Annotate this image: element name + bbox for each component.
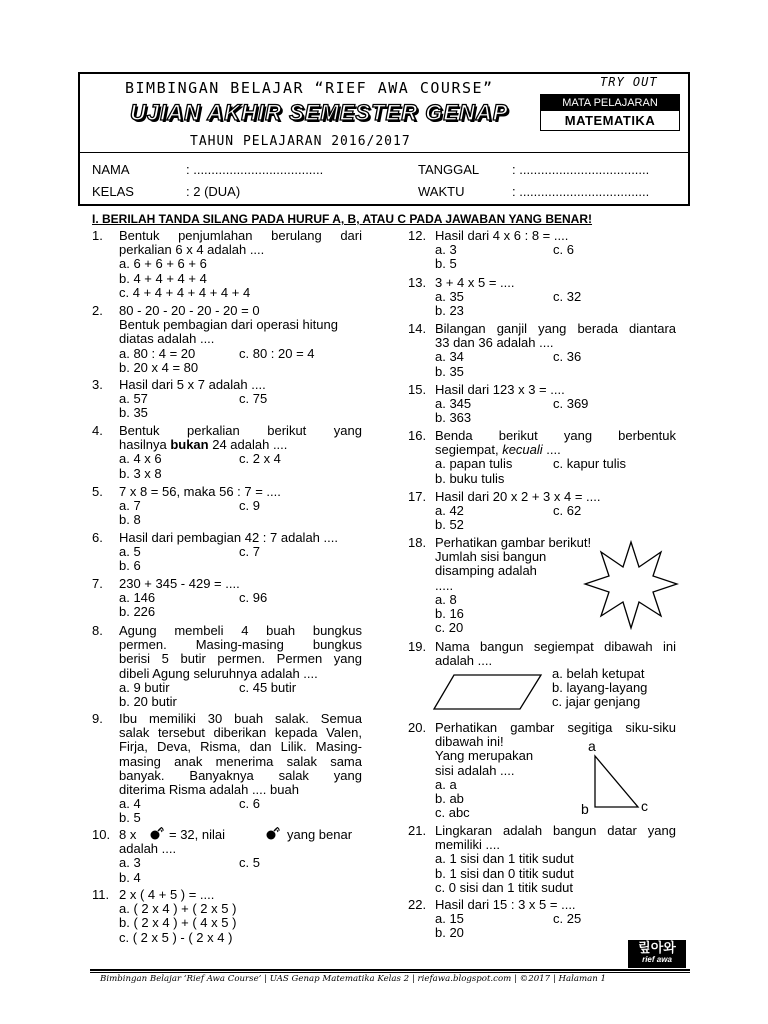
page-footer: Bimbingan Belajar ‘Rief Awa Course’ | UAS Genap Matematika Kelas 2 | riefawa.blogspot.com | ©2017 | Halaman 1 [100, 974, 606, 984]
question-text: dibawah ini! [435, 734, 504, 750]
question-text: diatas adalah .... [119, 331, 215, 347]
question-text: 3 + 4 x 5 = .... [435, 275, 515, 290]
question-number: 19. [408, 639, 427, 654]
question-1 [92, 229, 362, 301]
waktu-label: WAKTU [418, 184, 465, 199]
question-5 [92, 485, 362, 529]
question-text: Ibu memiliki 30 buah salak. Semua [119, 711, 362, 726]
option-b[interactable]: b. 35 [119, 405, 148, 421]
option-c[interactable]: c. ( 2 x 5 ) - ( 2 x 4 ) [119, 929, 233, 945]
kelas-value: : 2 (DUA) [186, 184, 241, 199]
exam-header [78, 72, 690, 206]
section-instruction: I. BERILAH TANDA SILANG PADA HURUF A, B, ATAU C PADA JAWABAN YANG BENAR! [92, 212, 593, 226]
question-19 [408, 640, 676, 668]
option-a[interactable]: a. 15 [435, 911, 464, 927]
question-text: salak tersebut diberikan kepada Valen, [119, 725, 362, 741]
question-text: Bentuk penjumlahan berulang dari [119, 228, 362, 243]
question-text: diterima Risma adalah .... buah [119, 782, 299, 798]
option-b[interactable]: b. 363 [435, 410, 472, 426]
question-number: 16. [408, 428, 427, 443]
vertex-label-a: a [588, 738, 596, 754]
parallelogram-figure [432, 672, 544, 712]
option-c[interactable]: c. 4 + 4 + 4 + 4 + 4 + 4 [119, 284, 251, 300]
option-a[interactable]: a. 3 [435, 242, 457, 258]
option-b[interactable]: b. buku tulis [435, 470, 505, 486]
question-number: 11. [92, 887, 110, 902]
option-b[interactable]: b. 52 [435, 517, 464, 533]
option-a[interactable]: a. 6 + 6 + 6 + 6 [119, 256, 207, 272]
option-b[interactable]: b. 6 [119, 558, 141, 574]
question-text: Yang merupakan [435, 748, 534, 764]
option-c[interactable]: c. 6 [239, 796, 260, 812]
bomb-icon [149, 827, 165, 841]
question-text: 80 - 20 - 20 - 20 - 20 = 0 [119, 303, 260, 318]
option-b[interactable]: b. 1 sisi dan 0 titik sudut [435, 865, 574, 881]
question-17 [408, 490, 676, 534]
subject-label: MATA PELAJARAN [541, 95, 679, 111]
waktu-field[interactable]: : .................................... [512, 184, 650, 199]
option-a[interactable]: a. 42 [435, 503, 464, 519]
option-a[interactable]: a. 1 sisi dan 1 titik sudut [435, 851, 574, 867]
subject-box [540, 94, 680, 131]
option-a[interactable]: a. a [435, 776, 457, 792]
question-text: 8 x = 32, nilai yang benar [119, 827, 353, 842]
option-c[interactable]: c. 0 sisi dan 1 titik sudut [435, 879, 574, 895]
option-b[interactable]: b. 23 [435, 303, 464, 319]
question-text: Bentuk pembagian dari operasi hitung [119, 317, 338, 333]
option-b[interactable]: b. 20 [435, 925, 464, 941]
option-a[interactable]: a. 4 x 6 [119, 451, 162, 467]
question-number: 7. [92, 576, 103, 591]
question-text: adalah .... [119, 841, 177, 857]
option-c[interactable]: c. 75 [239, 391, 268, 407]
option-a[interactable]: a. 57 [119, 391, 148, 407]
question-text: Jumlah sisi bangun [435, 549, 547, 565]
eight-point-star-figure [583, 540, 679, 630]
option-c[interactable]: c. 45 butir [239, 679, 297, 695]
option-a[interactable]: a. 80 : 4 = 20 [119, 345, 196, 361]
option-a[interactable]: a. 35 [435, 289, 464, 305]
vertex-label-b: b [581, 801, 589, 817]
question-text: Benda berikut yang berbentuk [435, 428, 676, 443]
course-title: BIMBINGAN BELAJAR “RIEF AWA COURSE” [125, 79, 494, 97]
question-number: 9. [92, 711, 103, 726]
question-12 [408, 229, 676, 273]
question-number: 8. [92, 623, 103, 638]
question-15 [408, 383, 676, 427]
option-b[interactable]: b. 4 + 4 + 4 + 4 [119, 270, 207, 286]
option-a[interactable]: a. 7 [119, 498, 141, 514]
question-19-options [552, 667, 682, 711]
bomb-icon [265, 827, 281, 841]
question-text: Hasil dari 20 x 2 + 3 x 4 = .... [435, 489, 601, 504]
question-number: 6. [92, 530, 103, 545]
nama-field[interactable]: : .................................... [186, 162, 324, 177]
try-out-label: TRY OUT [600, 75, 658, 89]
question-text: dibeli Agung seluruhnya adalah .... [119, 665, 318, 681]
option-b[interactable]: b. 226 [119, 604, 156, 620]
question-text: Firja, Deva, Risma, dan Lilik. Masing- [119, 739, 362, 755]
option-c[interactable]: c. 32 [553, 289, 582, 305]
question-text: Hasil dari pembagian 42 : 7 adalah .... [119, 530, 338, 545]
right-triangle-figure [592, 754, 640, 810]
question-number: 12. [408, 228, 427, 243]
option-b[interactable]: b. 8 [119, 512, 141, 528]
rief-awa-logo [628, 940, 686, 968]
option-c[interactable]: c. 80 : 20 = 4 [239, 345, 315, 361]
question-text: Hasil dari 5 x 7 adalah .... [119, 377, 266, 392]
option-b[interactable]: b. 5 [435, 256, 457, 272]
footer-rule-thin [90, 972, 690, 973]
question-number: 2. [92, 303, 103, 318]
option-b[interactable]: b. 20 butir [119, 694, 177, 709]
option-c[interactable]: c. 96 [239, 590, 268, 606]
question-text: Nama bangun segiempat dibawah ini [435, 639, 676, 654]
question-text: 33 dan 36 adalah .... [435, 335, 554, 351]
question-number: 10. [92, 827, 111, 842]
option-b[interactable]: b. 4 [119, 869, 141, 885]
question-2 [92, 304, 362, 376]
question-text: Perhatikan gambar berikut! [435, 535, 592, 550]
option-c[interactable]: c. 6 [553, 242, 574, 258]
question-number: 17. [408, 489, 427, 504]
tanggal-label: TANGGAL [418, 162, 480, 177]
kelas-label: KELAS [92, 184, 134, 199]
option-b[interactable]: b. 5 [119, 810, 141, 826]
vertex-label-c: c [641, 798, 648, 814]
option-a[interactable]: a. 345 [435, 396, 472, 412]
question-number: 22. [408, 897, 427, 912]
question-text: 230 + 345 - 429 = .... [119, 576, 240, 591]
option-b[interactable]: b. 20 x 4 = 80 [119, 359, 199, 375]
question-number: 21. [408, 823, 427, 838]
academic-year: TAHUN PELAJARAN 2016/2017 [190, 134, 411, 149]
question-14 [408, 322, 676, 380]
question-text: Bilangan ganjil yang berada diantara [435, 321, 676, 336]
question-text: segiempat, kecuali .... [435, 442, 561, 458]
subject-value: MATEMATIKA [564, 113, 656, 128]
exam-title: UJIAN AKHIR SEMESTER GENAP [130, 100, 509, 125]
option-c[interactable]: c. jajar genjang [552, 694, 641, 710]
option-c[interactable]: c. 7 [239, 544, 260, 560]
option-b[interactable]: b. ( 2 x 4 ) + ( 4 x 5 ) [119, 915, 237, 931]
option-a[interactable]: a. 5 [119, 544, 141, 560]
option-c[interactable]: c. 25 [553, 911, 582, 927]
tanggal-field[interactable]: : .................................... [512, 162, 650, 177]
question-21 [408, 824, 676, 896]
question-8 [92, 624, 362, 710]
question-16 [408, 429, 676, 487]
question-13 [408, 276, 676, 320]
question-number: 1. [92, 228, 103, 243]
question-text: perkalian 6 x 4 adalah .... [119, 242, 265, 258]
option-b[interactable]: b. 35 [435, 363, 464, 379]
question-number: 5. [92, 484, 103, 499]
question-number: 15. [408, 382, 427, 397]
option-c[interactable]: c. 369 [553, 396, 589, 412]
question-11 [92, 888, 362, 946]
question-text: sisi adalah .... [435, 762, 515, 778]
question-text: Agung membeli 4 buah bungkus [119, 623, 362, 638]
logo-latin-text: rief awa [642, 955, 672, 964]
question-text: Bentuk perkalian berikut yang [119, 423, 362, 438]
emphasis-word: bukan [170, 437, 209, 453]
question-number: 18. [408, 535, 427, 550]
question-text: Hasil dari 123 x 3 = .... [435, 382, 565, 397]
nama-label: NAMA [92, 162, 130, 177]
emphasis-word: kecuali [502, 442, 543, 458]
option-a[interactable]: a. 3 [119, 855, 141, 871]
option-a[interactable]: a. papan tulis [435, 456, 513, 472]
question-22 [408, 898, 676, 942]
question-text: 7 x 8 = 56, maka 56 : 7 = .... [119, 484, 281, 499]
question-text: banyak. Banyaknya salak yang [119, 767, 362, 783]
question-text: Hasil dari 4 x 6 : 8 = .... [435, 228, 569, 243]
option-c[interactable]: c. 62 [553, 503, 582, 519]
option-a[interactable]: a. 8 [435, 591, 457, 607]
option-c[interactable]: c. 5 [239, 855, 260, 871]
option-c[interactable]: c. kapur tulis [553, 456, 626, 472]
question-text: Hasil dari 15 : 3 x 5 = .... [435, 897, 576, 912]
question-text: adalah .... [435, 653, 493, 669]
question-text: Perhatikan gambar segitiga siku-siku [435, 720, 676, 735]
question-number: 3. [92, 377, 103, 392]
question-6 [92, 531, 362, 575]
option-b[interactable]: b. 16 [435, 606, 464, 622]
option-c[interactable]: c. abc [435, 805, 470, 821]
question-text: berisi 5 butir permen. Permen yang [119, 651, 362, 667]
question-text: Lingkaran adalah bangun datar yang [435, 823, 676, 838]
option-a[interactable]: a. belah ketupat [552, 666, 645, 681]
option-a[interactable]: a. 9 butir [119, 679, 170, 695]
question-text: ..... [435, 577, 454, 593]
question-text: masing anak menerima salak sama [119, 753, 362, 769]
question-number: 4. [92, 423, 103, 438]
question-text: disamping adalah [435, 563, 537, 579]
question-7 [92, 577, 362, 621]
option-a[interactable]: a. 34 [435, 349, 464, 365]
footer-rule [90, 969, 690, 971]
question-4 [92, 424, 362, 482]
option-c[interactable]: c. 2 x 4 [239, 451, 281, 467]
question-text: 2 x ( 4 + 5 ) = .... [119, 887, 215, 902]
header-divider [80, 152, 688, 153]
option-b[interactable]: b. 3 x 8 [119, 465, 162, 481]
logo-korean-text: 맆아와 [638, 940, 676, 955]
option-b[interactable]: b. ab [435, 791, 464, 807]
option-c[interactable]: c. 36 [553, 349, 582, 365]
question-text: permen. Masing-masing bungkus [119, 637, 362, 653]
question-number: 20. [408, 720, 427, 735]
question-10 [92, 828, 362, 886]
option-a[interactable]: a. ( 2 x 4 ) + ( 2 x 5 ) [119, 901, 237, 917]
question-9 [92, 712, 362, 826]
question-3 [92, 378, 362, 422]
option-b[interactable]: b. layang-layang [552, 680, 648, 696]
question-text: memiliki .... [435, 837, 500, 853]
question-text: hasilnya bukan 24 adalah .... [119, 437, 288, 453]
option-a[interactable]: a. 146 [119, 590, 156, 606]
option-c[interactable]: c. 20 [435, 620, 464, 636]
question-number: 13. [408, 275, 427, 290]
option-a[interactable]: a. 4 [119, 796, 141, 812]
option-c[interactable]: c. 9 [239, 498, 260, 514]
question-number: 14. [408, 321, 427, 336]
